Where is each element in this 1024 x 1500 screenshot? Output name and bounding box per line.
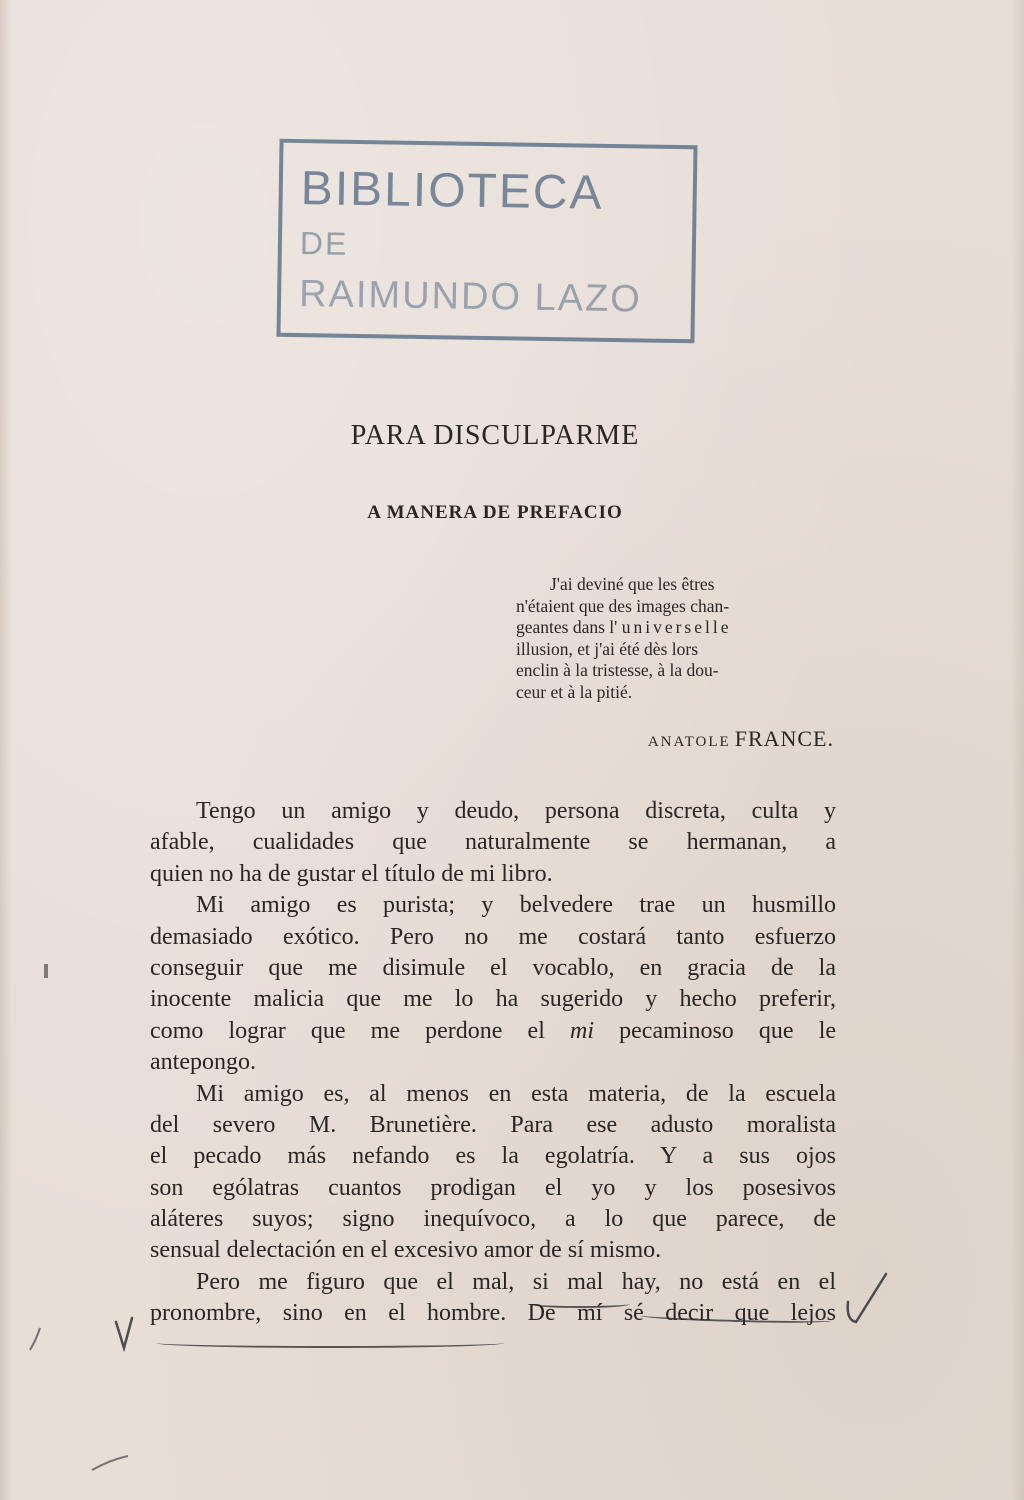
text-line: sensual delectación en el excesivo amor de sí mismo.	[150, 1237, 662, 1264]
epigraph-line: J'ai deviné que les êtres	[550, 574, 715, 594]
pencil-check-left	[116, 1318, 132, 1348]
margin-mark	[92, 1456, 128, 1470]
epigraph-text: geantes dans l'	[516, 617, 618, 638]
chapter-subtitle: A MANERA DE PREFACIO	[367, 502, 623, 523]
text-line: Pero me figuro que el mal, si mal hay, no está en el	[196, 1268, 836, 1295]
pencil-check-right	[848, 1274, 886, 1322]
text-line: Tengo un amigo y deudo, persona discreta, culta y	[196, 798, 836, 824]
stamp-line-biblioteca: BIBLIOTECA	[300, 162, 604, 220]
text-line: aláteres suyos; signo inequívoco, a lo que parece, de	[150, 1206, 836, 1233]
text-line: demasiado exótico. Pero no me costará tanto esfuerzo	[150, 923, 836, 950]
margin-mark	[30, 1328, 40, 1350]
text-line: quien no ha de gustar el título de mi libro.	[150, 860, 553, 887]
text-line: Mi amigo es purista; y belvedere trae un husmillo	[196, 892, 836, 919]
stamp-line-de: DE	[299, 225, 349, 262]
text-line: inocente malicia que me lo ha sugerido y hecho preferir,	[150, 986, 836, 1013]
chapter-title: PARA DISCULPARME	[350, 420, 640, 451]
author-first-name: ANATOLE	[647, 734, 731, 750]
epigraph-line: n'étaient que des images chan-	[516, 595, 730, 616]
epigraph-line: illusion, et j'ai été dès lors	[516, 638, 699, 659]
text-line: el pecado más nefando es la egolatría. Y a sus ojos	[150, 1143, 836, 1170]
text-line: pronombre, sino en el hombre. De mí sé decir que lejos	[150, 1300, 836, 1327]
epigraph-spaced-word: universelle	[621, 617, 732, 638]
epigraph-line: ceur et à la pitié.	[516, 681, 633, 702]
epigraph-line: enclin à la tristesse, à la dou-	[516, 660, 719, 681]
text-line: Mi amigo es, al menos en esta materia, de la escuela	[196, 1080, 836, 1107]
text-line: conseguir que me disimule el vocablo, en gracia de la	[150, 954, 836, 981]
author-last-name: FRANCE.	[734, 726, 834, 751]
italic-word: mi	[570, 1017, 595, 1044]
text-line: del severo M. Brunetière. Para ese adusto moralista	[150, 1111, 836, 1138]
text-segment: pecaminoso que le	[619, 1017, 837, 1044]
text-segment: como lograr que me perdone el	[150, 1017, 545, 1044]
stamp-line-owner: RAIMUNDO LAZO	[298, 273, 643, 321]
text-line: antepongo.	[150, 1049, 256, 1076]
text-line: afable, cualidades que naturalmente se hermanan, a	[150, 829, 836, 856]
text-line: son ególatras cuantos prodigan el yo y los posesivos	[150, 1174, 836, 1201]
margin-mark	[44, 964, 48, 978]
